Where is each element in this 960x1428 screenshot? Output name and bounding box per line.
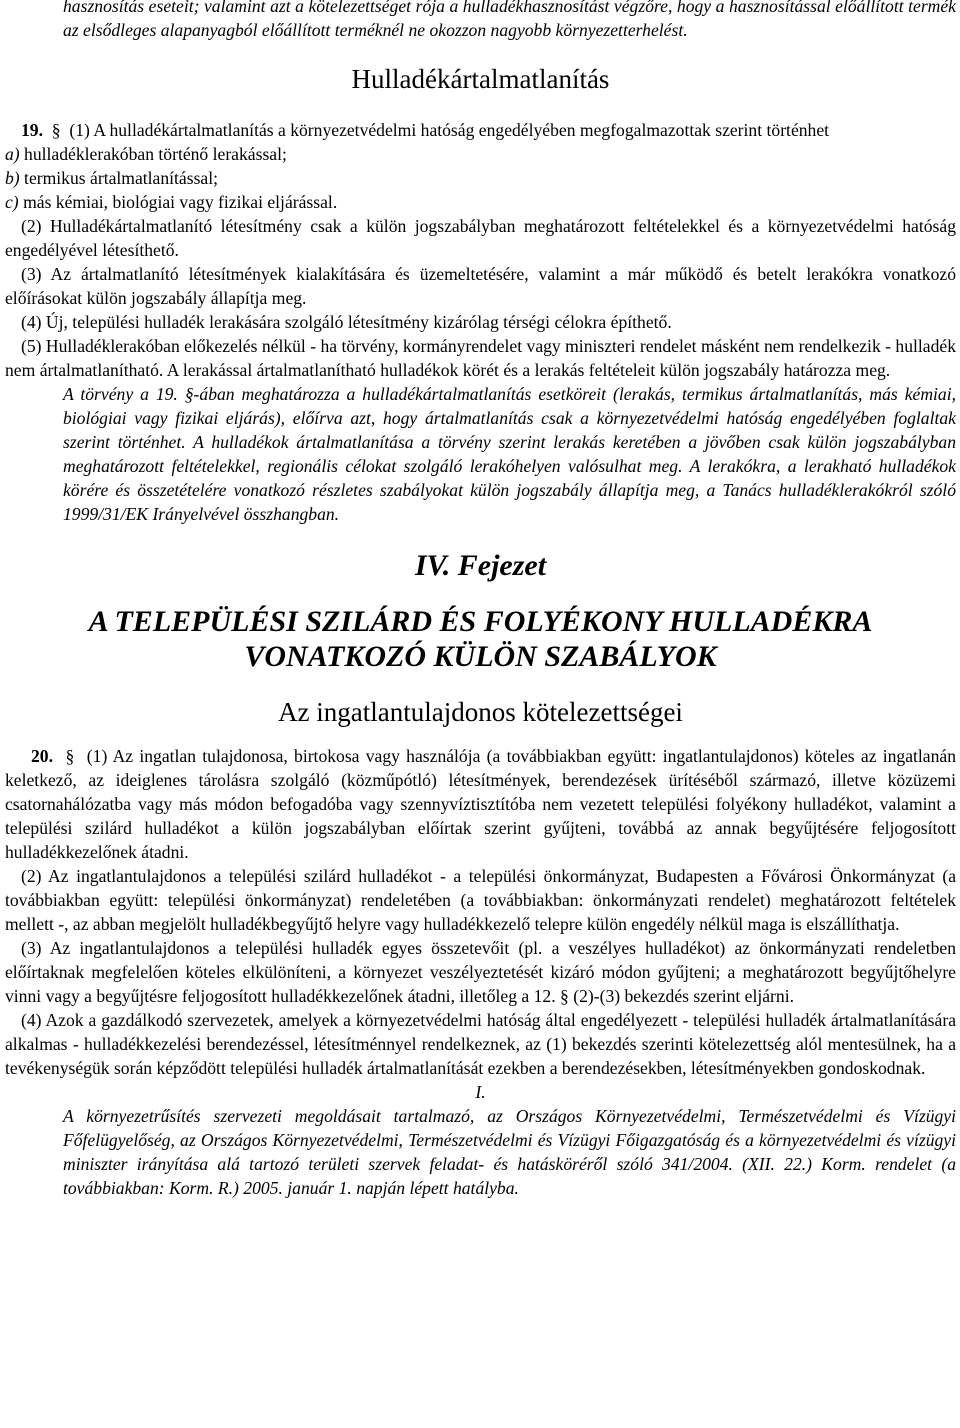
section-20-paragraph-3: (3) Az ingatlantulajdonos a települési hulladék egyes összetevőit (pl. a veszélyes hulladékot) az önkormányzati rendeletben előírtaknak megfelelően köteles elkülöníteni, a környezet veszélyeztetését kizáró módon gyűjteni; a meghatározott begyűjtőhelyre vinni vagy a begyűjtésre feljogosított hulladékkezelőnek átadni, illetőleg a 12. § (2)-(3) bekezdés szerint eljárni. [5,938,956,1006]
chapter-heading: IV. Fejezet [414,549,547,582]
item-text: termikus ártalmatlanítással; [19,168,219,188]
section-20-paragraph-2: (2) Az ingatlantulajdonos a települési szilárd hulladékot - a települési önkormányzat, Budapesten a Fővárosi Önkormányzat (a továbbiakban együtt: települési önkormányzat) rendeletében (a továbbiakban: önkormányzati rendelet) meghatározott feltételek mellett -, az abban megjelölt hulladékbegyűjtő helyre vagy hulladékkezelő telepre külön engedély nélkül maga is elszállíthatja. [5,866,956,934]
section-20-number: 20. [31,746,53,766]
section-19-paragraph-1 [5,118,956,142]
section-20-commentary: A környezetrűsítés szervezeti megoldásait tartalmazó, az Országos Környezetvédelmi, Természetvédelmi és Vízügyi Főfelügyelőség, az Országos Környezetvédelmi, Természetvédelmi és Vízügyi Főigazgatóság és a környezetvédelmi és vízügyi miniszter irányítása alá tartozó területi szervek feladat- és hatásköréről szóló 341/2004. (XII. 22.) Korm. rendelet (a továbbiakban: Korm. R.) 2005. január 1. napján lépett hatályba. [63,1106,956,1198]
commentary-roman-numeral: I. [475,1082,486,1102]
section-symbol: § [51,120,61,140]
section-title: Hulladékártalmatlanítás [351,64,610,94]
section-19-item-a [5,142,956,166]
section-19-item-b [5,166,956,190]
part-title-line-1: A TELEPÜLÉSI SZILÁRD ÉS FOLYÉKONY HULLADÉKRA [88,605,873,638]
section-19-paragraph-2: (2) Hulladékártalmatlanító létesítmény csak a külön jogszabályban meghatározott feltételekkel és a környezetvédelmi hatóság engedélyével létesíthető. [5,216,956,260]
section-symbol: § [65,746,75,766]
item-text: hulladéklerakóban történő lerakással; [19,144,287,164]
subsection-title: Az ingatlantulajdonos kötelezettségei [278,697,683,727]
section-19-paragraph-4: (4) Új, települési hulladék lerakására szolgáló létesítmény kizárólag térségi célokra építhető. [21,312,672,332]
section-19-paragraph-3: (3) Az ártalmatlanító létesítmények kialakítására és üzemeltetésére, valamint a már működő és betelt lerakókra vonatkozó előírásokat külön jogszabály állapítja meg. [5,264,956,308]
item-letter: a) [5,144,20,164]
item-letter: b) [5,168,20,188]
section-19-number: 19. [21,120,43,140]
section-20-p1-text: (1) Az ingatlan tulajdonosa, birtokosa vagy használója (a továbbiakban együtt: ingatlantulajdonos) köteles az ingatlanán keletkező, az ideiglenes tárolásra szolgáló (közműpótló) létesítmények, berendezések ürítéséből származó, illetve közüzemi csatornahálózatba vagy más módon befogadóba vagy szennyvíztisztítóba nem vezetett települési folyékony hulladékot, valamint a települési szilárd hulladékot a külön jogszabályban előírtak szerint gyűjteni, továbbá az annak begyűjtésére feljogosított hulladékkezelőnek átadni. [5,746,957,862]
section-20-paragraph-4: (4) Azok a gazdálkodó szervezetek, amelyek a környezetvédelmi hatóság által engedélyezett - települési hulladék ártalmatlanítására alkalmas - hulladékkezelési berendezéssel, létesítménnyel rendelkeznek, az (1) bekezdés szerinti kötelezettség alól mentesülnek, ha a tevékenységük során képződött települési hulladék ártalmatlanítását ezekben a berendezésekben, létesítményekben gondoskodnak. [5,1010,956,1078]
section-19-p1-text: (1) A hulladékártalmatlanítás a környezetvédelmi hatóság engedélyében megfogalmazottak szerint történhet [69,120,830,140]
part-title-line-2: VONATKOZÓ KÜLÖN SZABÁLYOK [244,640,717,673]
item-letter: c) [5,192,19,212]
section-19-paragraph-5: (5) Hulladéklerakóban előkezelés nélkül - ha törvény, kormányrendelet vagy miniszteri rendelet másként nem rendelkezik - hulladék nem ártalmatlanítható. A lerakással ártalmatlanítható hulladékok körét és a lerakás feltételeit külön jogszabály határozza meg. [5,336,956,380]
intro-paragraph: hasznosítás eseteit; valamint azt a kötelezettséget rója a hulladékhasznosítást végzőre, hogy a hasznosítással előállított termék az elsődleges alapanyagból előállított terméknél ne okozzon nagyobb környezetterhelést. [63,0,956,40]
section-20-paragraph-1 [5,744,956,864]
section-19-commentary: A törvény a 19. §-ában meghatározza a hulladékártalmatlanítás esetköreit (lerakás, termikus ártalmatlanítás, más kémiai, biológiai vagy fizikai eljárás), előírva azt, hogy ártalmatlanítás csak a környezetvédelmi hatóság engedélyében foglaltak szerint történhet. A hulladékok ártalmatlanítása a törvény szerint lerakás keretében a jövőben csak külön jogszabályban meghatározott feltételekkel, regionális célokat szolgáló lerakóhelyen valósulhat meg. A lerakókra, a lerakható hulladékok körére és összetételére vonatkozó részletes szabályokat külön jogszabály állapítja meg, a Tanács hulladéklerakókról szóló 1999/31/EK Irányelvével összhangban. [63,384,956,524]
section-19-item-c [5,190,956,214]
item-text: más kémiai, biológiai vagy fizikai eljárással. [18,192,338,212]
